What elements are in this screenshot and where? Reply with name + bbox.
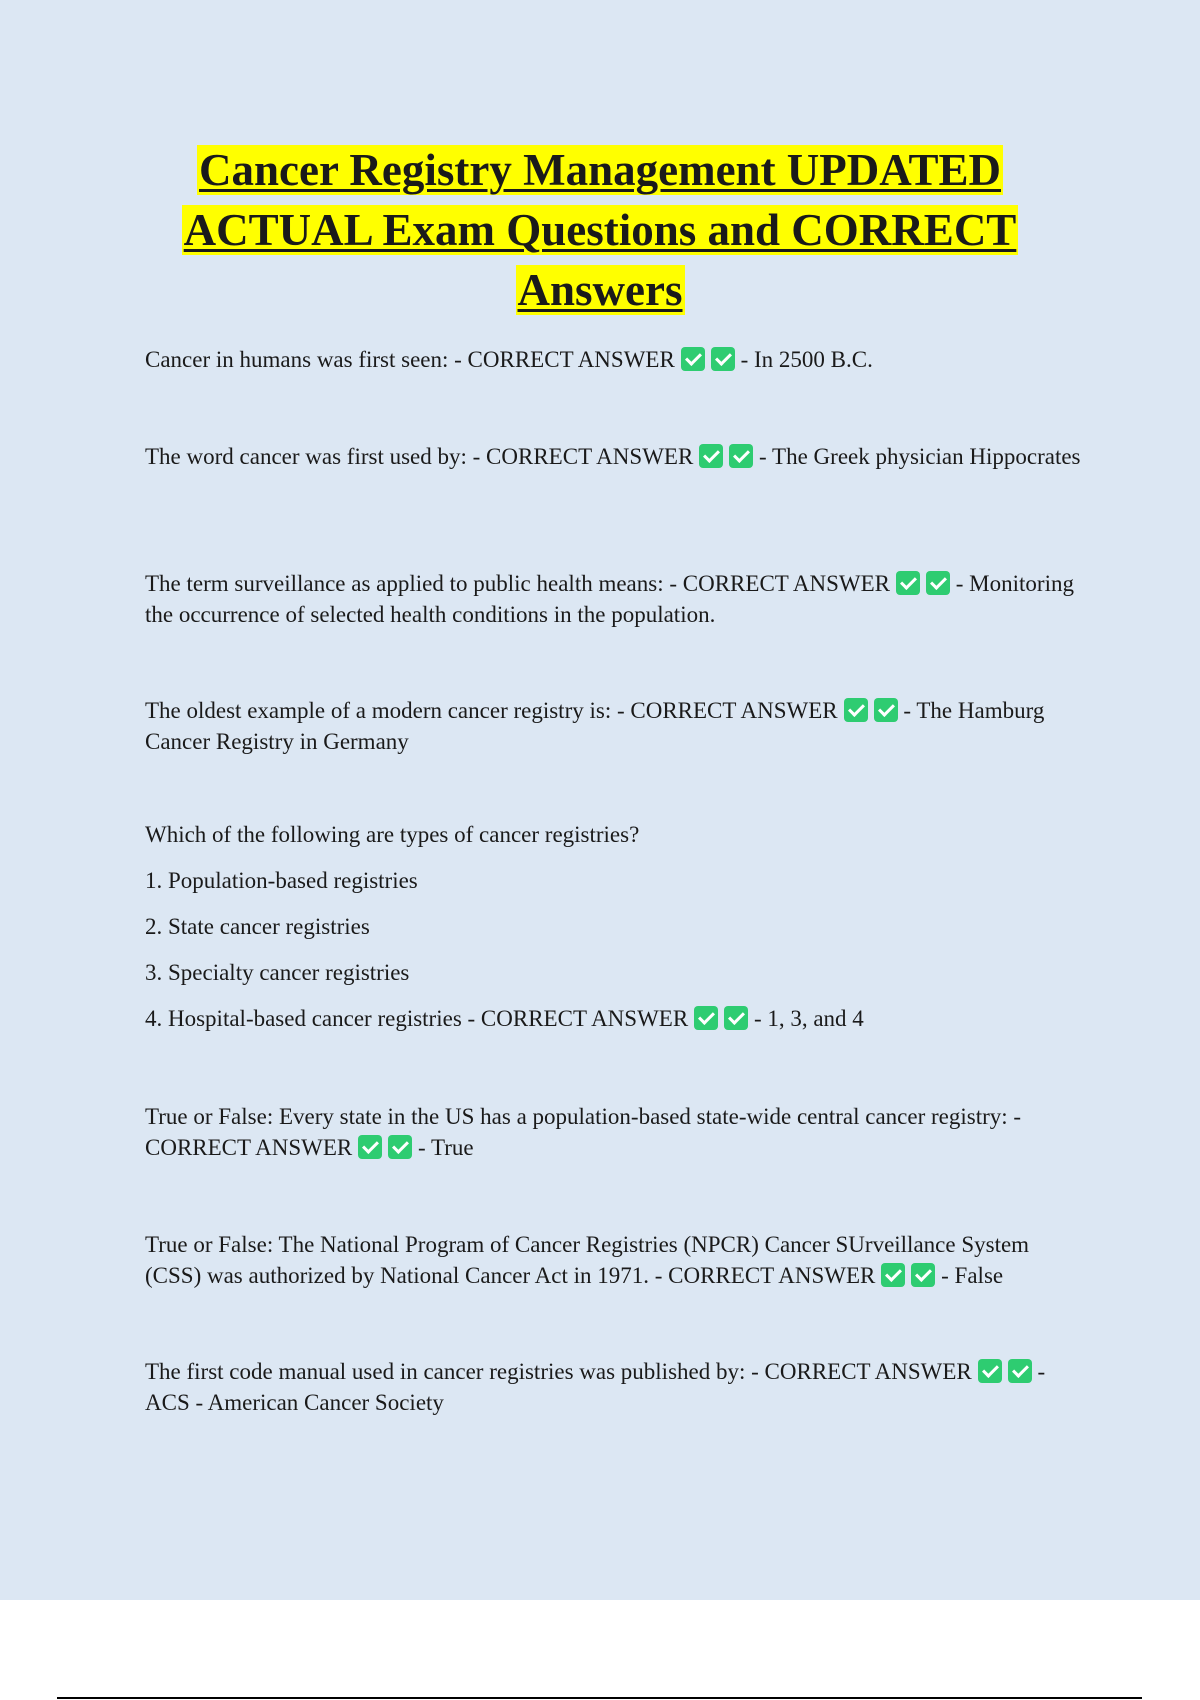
question-text: The oldest example of a modern cancer registry is: - CORRECT ANSWER bbox=[145, 698, 838, 723]
question-text: Which of the following are types of cancer registries? bbox=[145, 822, 640, 847]
question-text: True or False: The National Program of Cancer Registries (NPCR) Cancer SUrveillance System (CSS) was authorized by National Cancer Act in 1971. - CORRECT ANSWER bbox=[145, 1232, 1030, 1288]
check-icon bbox=[358, 1135, 382, 1159]
title-line: Cancer Registry Management UPDATED bbox=[199, 145, 1001, 195]
check-icon bbox=[724, 1006, 748, 1030]
answer-text: - False bbox=[941, 1263, 1004, 1288]
qa-item-list bbox=[145, 819, 1085, 1034]
check-icon bbox=[881, 1263, 905, 1287]
check-icon bbox=[694, 1006, 718, 1030]
list-item: 4. Hospital-based cancer registries - CORRECT ANSWER bbox=[145, 1006, 689, 1031]
check-icon bbox=[844, 698, 868, 722]
list-item: 3. Specialty cancer registries bbox=[145, 960, 410, 985]
qa-item bbox=[145, 344, 1085, 375]
answer-text: - True bbox=[418, 1135, 474, 1160]
check-icon bbox=[911, 1263, 935, 1287]
page-divider bbox=[57, 1697, 1142, 1699]
answer-text: - ACS - American Cancer Society bbox=[145, 1359, 1046, 1415]
check-icon bbox=[896, 571, 920, 595]
answer-text: - In 2500 B.C. bbox=[740, 347, 873, 372]
question-text: True or False: Every state in the US has a population-based state-wide central cancer registry: - CORRECT ANSWER bbox=[145, 1104, 1022, 1160]
question-text: The word cancer was first used by: - CORRECT ANSWER bbox=[145, 444, 694, 469]
qa-item bbox=[145, 1229, 1085, 1291]
check-icon bbox=[711, 347, 735, 371]
answer-text: - The Greek physician Hippocrates bbox=[759, 444, 1081, 469]
qa-item bbox=[145, 695, 1085, 757]
check-icon bbox=[681, 347, 705, 371]
list-item: 1. Population-based registries bbox=[145, 868, 418, 893]
qa-item bbox=[145, 1101, 1085, 1163]
title-line: ACTUAL Exam Questions and CORRECT bbox=[183, 205, 1017, 255]
title-line: Answers bbox=[517, 265, 683, 315]
check-icon bbox=[1008, 1359, 1032, 1383]
question-text: The first code manual used in cancer registries was published by: - CORRECT ANSWER bbox=[145, 1359, 972, 1384]
question-text: The term surveillance as applied to public health means: - CORRECT ANSWER bbox=[145, 571, 891, 596]
list-item: 2. State cancer registries bbox=[145, 914, 370, 939]
answer-text: - 1, 3, and 4 bbox=[753, 1006, 864, 1031]
check-icon bbox=[388, 1135, 412, 1159]
qa-item bbox=[145, 568, 1085, 630]
check-icon bbox=[729, 444, 753, 468]
check-icon bbox=[699, 444, 723, 468]
check-icon bbox=[926, 571, 950, 595]
qa-item bbox=[145, 441, 1085, 472]
question-text: Cancer in humans was first seen: - CORRECT ANSWER bbox=[145, 347, 675, 372]
check-icon bbox=[978, 1359, 1002, 1383]
answer-text: - The Hamburg Cancer Registry in Germany bbox=[145, 698, 1045, 754]
check-icon bbox=[874, 698, 898, 722]
answer-text: - Monitoring the occurrence of selected health conditions in the population. bbox=[145, 571, 1074, 627]
qa-item bbox=[145, 1356, 1085, 1418]
document-title bbox=[0, 140, 1200, 320]
